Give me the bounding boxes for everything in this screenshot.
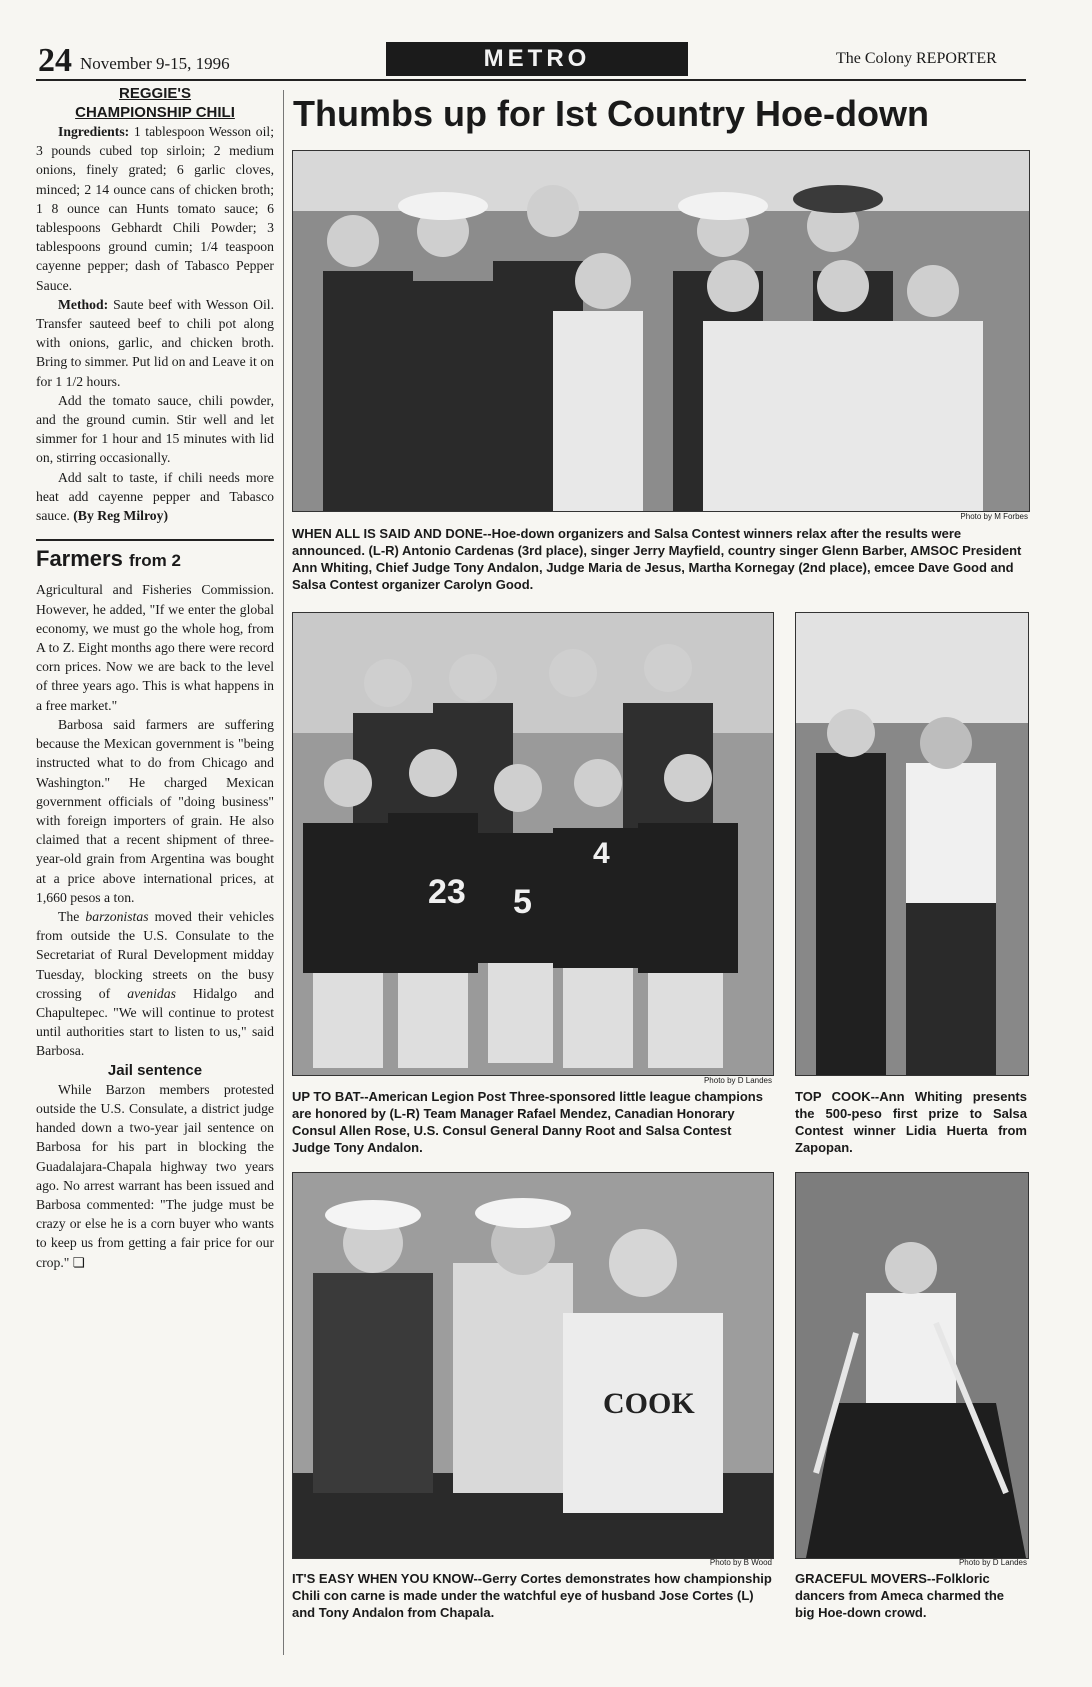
jersey-number-5: 5 <box>513 883 532 921</box>
dancers-photo <box>795 1172 1029 1559</box>
method-label: Method: <box>58 296 109 312</box>
farmers-head-sub: from 2 <box>128 551 181 571</box>
photo-credit-main: Photo by M Forbes <box>960 512 1028 521</box>
issue-date: November 9-15, 1996 <box>80 54 230 73</box>
section-label: METRO <box>386 42 688 76</box>
photo-credit-dancers: Photo by D Landes <box>958 1558 1027 1567</box>
top-cook-illustration <box>796 613 1028 1075</box>
caption-dancers: GRACEFUL MOVERS--Folkloric dancers from Ameca charmed the big Hoe-down crowd. <box>795 1571 1005 1620</box>
photo-credit-easy: Photo by B Wood <box>709 1558 772 1567</box>
jersey-number-4: 4 <box>593 837 610 870</box>
little-league-photo <box>292 612 774 1076</box>
headline: Thumbs up for Ist Country Hoe-down <box>293 93 929 134</box>
article-paragraph: Barbosa said farmers are suffering because the Mexican government is "being instructed what to do from Chicago and Washington." He charged Mexican government officials of "doing business" with foreign importers of grain. He also claimed that a recent shipment of three-year-old grain from Argentina was bought at a price above international prices, at 1,660 pesos a ton. <box>36 716 274 905</box>
top-cook-photo <box>795 612 1029 1076</box>
jail-subhead: Jail sentence <box>107 1061 203 1079</box>
ingredients-text: 1 tablespoon Wesson oil; 3 pounds cubed top sirloin; 2 medium onions, finely grated; 6 garlic cloves, minced; 2 14 ounce cans of chicken broth; 1 8 ounce can Hunts tomato sauce; 6 tablespoons Gebhardt Chili Powder; 3 tablespoons ground cumin; 1/4 teaspoon cayenne pepper; dash of Tabasco Pepper Sauce. <box>36 124 274 293</box>
caption-main: WHEN ALL IS SAID AND DONE--Hoe-down organizers and Salsa Contest winners relax after the results were announced. (L-R) Antonio Cardenas (3rd place), singer Jerry Mayfield, country singer Glenn Barber, AMSOC President Ann Whiting, Chief Judge Tony Andalon, Judge Maria de Jesus, Martha Kornegay (2nd place), emcee Dave Good and Salsa Contest organizer Carolyn Good. <box>292 526 1022 592</box>
recipe-title-line2: CHAMPIONSHIP CHILI <box>75 104 235 121</box>
little-league-illustration <box>293 613 773 1075</box>
top-rule <box>36 79 1026 81</box>
chili-cooking-photo <box>292 1172 774 1559</box>
recipe-title-line1: REGGIE'S <box>119 85 191 102</box>
caption-cook: TOP COOK--Ann Whiting presents the 500-peso first prize to Salsa Contest winner Lidia Huerta from Zapopan. <box>795 1089 1027 1155</box>
recipe-ingredients <box>36 122 274 295</box>
recipe-para3: Add salt to taste, if chili needs more heat add cayenne pepper and Tabasco sauce. <box>36 469 274 524</box>
recipe-byline: (By Reg Milroy) <box>73 508 169 524</box>
column-rule <box>283 90 284 1655</box>
p3-italic2: avenidas <box>127 985 176 1001</box>
article-paragraph <box>36 1080 274 1272</box>
photo-credit-bat: Photo by D Landes <box>703 1076 772 1085</box>
page-number: 24 <box>38 42 72 79</box>
recipe-paragraph: Add the tomato sauce, chili powder, and the ground cumin. Stir well and let simmer for 1 hour and 15 minutes with lid on, stirring occasionally. <box>36 392 274 466</box>
method-text: Saute beef with Wesson Oil. Transfer sauteed beef to chili pot along with onions, garlic, and chicken broth. Bring to simmer. Put lid on and Leave it on for 1 1/2 hours. <box>36 296 274 389</box>
group-photo-illustration <box>293 151 1029 511</box>
recipe-paragraph <box>36 468 274 526</box>
apron-text: COOK <box>603 1387 695 1420</box>
chili-cooking-illustration <box>293 1173 773 1558</box>
article-paragraph <box>36 907 274 1061</box>
jersey-number-23: 23 <box>428 873 466 911</box>
main-group-photo <box>292 150 1030 512</box>
p3-end: Hidalgo and Chapultepec. "We will continue to protest until authorities start to listen to us," said Barbosa. <box>36 985 274 1059</box>
p3-pre: The <box>58 908 80 924</box>
recipe-method <box>36 295 274 391</box>
dancers-illustration <box>796 1173 1028 1558</box>
p3-post: moved their vehicles from outside the U.S. Consulate to the Secretariat of Rural Development midday Tuesday, blocking streets on the busy crossing of <box>36 908 275 1001</box>
paper-name: The Colony REPORTER <box>836 50 997 67</box>
farmers-jump-head <box>36 539 274 570</box>
farmers-head-text: Farmers <box>36 546 123 572</box>
end-mark-icon: ❏ <box>72 1254 86 1270</box>
article-paragraph: Agricultural and Fisheries Commission. However, he added, "If we enter the global economy, we must go the whole hog, from A to Z. Eight months ago there were record corn prices. Now we are back to the level of three years ago. This is what happens in a free market." <box>36 582 274 713</box>
caption-bat: UP TO BAT--American Legion Post Three-sponsored little league champions are honored by (L-R) Team Manager Rafael Mendez, Canadian Honorary Consul Allen Rose, U.S. Consul General Danny Root and Salsa Contest Judge Tony Andalon. <box>292 1089 763 1155</box>
p3-italic: barzonistas <box>85 908 149 924</box>
caption-easy: IT'S EASY WHEN YOU KNOW--Gerry Cortes demonstrates how championship Chili con carne is made under the watchful eye of husband Jose Cortes (L) and Tony Andalon from Chapala. <box>292 1571 772 1620</box>
p4-text: While Barzon members protested outside the U.S. Consulate, a district judge handed down a two-year jail sentence on Barbosa for his part in blocking the Guadalajara-Chapala highway two years ago. No arrest warrant has been issued and Barbosa commented: "The judge must be crazy or else he is a corn buyer who wants to keep us from getting a fair price for our crop." <box>36 1081 274 1270</box>
ingredients-label: Ingredients: <box>58 124 130 139</box>
left-column <box>36 84 274 1272</box>
